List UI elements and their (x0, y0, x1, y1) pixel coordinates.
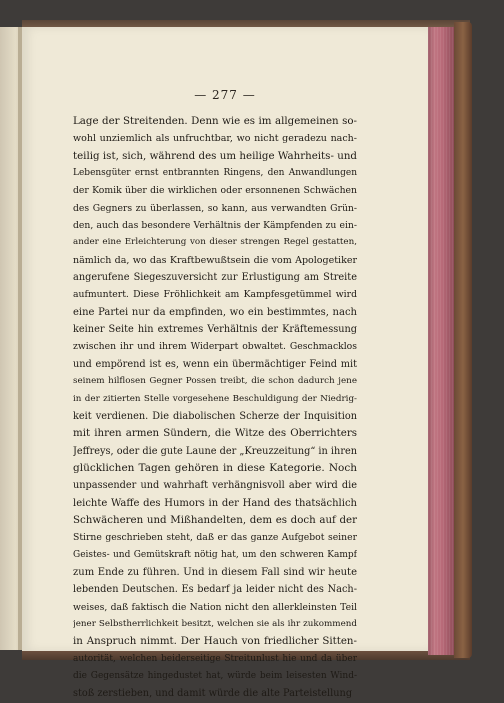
text-line: Jeffreys, oder die gute Laune der „Kreuzzeitung“ in ihren (73, 445, 357, 457)
text-line: in Anspruch nimmt. Der Hauch von friedlicher Sitten- (73, 635, 357, 648)
book-cover-right-edge (454, 22, 472, 658)
text-line: und empörend ist es, wenn ein übermächtiger Feind mit (73, 358, 357, 370)
text-line: Stirne geschrieben steht, daß er das ganze Aufgebot seiner (73, 532, 357, 544)
text-line: keit verdienen. Die diabolischen Scherze der Inquisition (73, 410, 357, 422)
page-number: — 277 — (194, 88, 256, 102)
text-line: Schwächeren und Mißhandelten, dem es doch auf der (73, 513, 357, 526)
text-line: keiner Seite hin extremes Verhältnis der Kräftemessung (73, 324, 357, 336)
text-line: nämlich da, wo das Kraftbewußtsein die vom Apologetiker (73, 254, 357, 266)
text-line: zum Ende zu führen. Und in diesem Fall sind wir heute (73, 566, 357, 578)
text-line: autorität, welchen beiderseitige Streitunlust hie und da über (73, 653, 357, 664)
text-line: mit ihren armen Sündern, die Witze des Oberrichters (73, 427, 357, 440)
text-line: den, auch das besondere Verhältnis der Kämpfenden zu ein- (73, 220, 357, 232)
text-line: ander eine Erleichterung von dieser strengen Regel gestatten, (73, 237, 357, 248)
text-line: zwischen ihr und ihrem Widerpart obwaltet. Geschmacklos (73, 341, 357, 353)
text-line: Geistes- und Gemütskraft nötig hat, um den schweren Kampf (73, 549, 357, 560)
text-line: jener Selbstherrlichkeit besitzt, welchen sie als ihr zukommend (73, 618, 357, 629)
text-line: stoß zerstieben, und damit würde die alte Parteistellung (73, 688, 353, 700)
text-line: lebenden Deutschen. Es bedarf ja leider nicht des Nach- (73, 584, 357, 596)
text-line: die Gegensätze hingedustet hat, würde beim leisesten Wind- (73, 671, 357, 681)
text-line: angerufene Siegeszuversicht zur Erlustigung am Streite (73, 272, 357, 284)
text-line: unpassender und wahrhaft verhängnisvoll aber wird die (73, 480, 357, 492)
text-line: wohl unziemlich als unfruchtbar, wo nicht geradezu nach- (73, 133, 357, 145)
page-block-edge (428, 27, 454, 655)
text-line: aufmuntert. Diese Fröhlichkeit am Kampfesgetümmel wird (73, 289, 357, 301)
text-line: Lage der Streitenden. Denn wie es im allgemeinen so- (73, 115, 357, 127)
text-line: leichte Waffe des Humors in der Hand des thatsächlich (73, 497, 357, 509)
text-line: in der zitierten Stelle vorgesehene Beschuldigung der Niedrig- (73, 393, 357, 404)
text-line: des Gegners zu überlassen, so kann, aus verwandten Grün- (73, 202, 357, 214)
text-line: seinem hilflosen Gegner Possen treibt, die schon dadurch jene (73, 376, 357, 387)
text-line: Lebensgüter ernst entbrannten Ringens, den Anwandlungen (73, 168, 357, 179)
text-line: eine Partei nur da empfinden, wo ein bestimmtes, nach (73, 306, 357, 318)
text-line: teilig ist, sich, während des um heilige Wahrheits- und (73, 149, 357, 162)
text-line: der Komik über die wirklichen oder ersonnenen Schwächen (73, 185, 357, 197)
body-text (73, 113, 357, 703)
text-line: glücklichen Tagen gehören in diese Kategorie. Noch (73, 461, 357, 474)
text-line: weises, daß faktisch die Nation nicht den allerkleinsten Teil (73, 601, 357, 613)
